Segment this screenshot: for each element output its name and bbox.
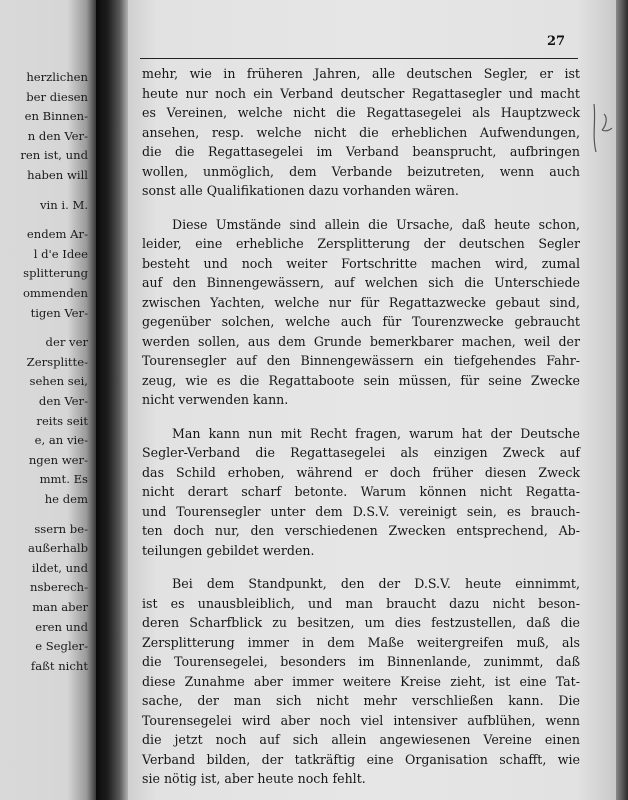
left-page-line: nsberech-	[30, 580, 88, 595]
left-page	[0, 0, 96, 800]
left-page-line: sehen sei,	[29, 374, 88, 389]
left-page-line: he dem	[44, 492, 88, 506]
left-page-line: ber diesen	[26, 89, 88, 104]
paragraph-line: zwischen Yachten, welche nur für Regattazwecke gebaut sind,	[142, 294, 580, 310]
paragraph-line: besteht und noch weiter Fortschritte machen wird, zumal	[142, 255, 580, 271]
left-page-line: splitterung	[23, 266, 88, 281]
left-page-line: ommenden	[22, 286, 88, 300]
paragraph-line: die die Regattasegelei im Verband beansprucht, aufbringen	[142, 144, 580, 159]
paragraph-line: mehr, wie in früheren Jahren, alle deutschen Segler, er ist	[142, 66, 580, 81]
paragraph-line: Segler-Verband die Regattasegelei als einzigen Zweck auf	[142, 445, 580, 460]
paragraph-line: die jetzt noch auf sich allein angewiesenen Vereine einen	[142, 732, 580, 747]
left-page-line: eren und	[35, 619, 88, 634]
left-page-line: den Ver-	[38, 394, 88, 408]
paragraph-line: Bei dem Standpunkt, den der D.S.V. heute einnimmt,	[172, 576, 580, 591]
left-page-line: mmt. Es	[39, 472, 88, 487]
paragraph-line: Tourensegelei wird aber noch viel intensiver aufblühen, wenn	[142, 712, 580, 728]
paragraph-line: Diese Umstände sind allein die Ursache, daß heute schon,	[172, 216, 580, 232]
paragraph-line: Man kann nun mit Recht fragen, warum hat der Deutsche	[172, 425, 580, 441]
left-page-line: endem Ar-	[26, 227, 88, 242]
left-page-line: en Binnen-	[24, 109, 88, 124]
paragraph-line: Verband bilden, der tatkräftig eine Organisation schafft, wie	[142, 751, 580, 767]
paragraph-line: Tourensegler auf den Binnengewässern ein tiefgehendes Fahr-	[142, 353, 580, 368]
paragraph-line: die Tourensegelei, besonders im Binnenlande, zunimmt, daß	[142, 654, 580, 669]
paragraph-line: und Tourensegler unter dem D.S.V. vereinigt sein, es brauch-	[142, 503, 580, 519]
book-gutter	[96, 0, 130, 800]
paragraph-line: leider, eine erhebliche Zersplitterung der deutschen Segler	[142, 236, 580, 251]
paragraph-line: diese Zunahme aber immer weitere Kreise zieht, ist eine Tat-	[142, 673, 580, 689]
paragraph-line: nicht derart scharf betonte. Warum können nicht Regatta-	[142, 484, 580, 499]
left-page-line: reits seit	[36, 413, 88, 428]
left-page-line: e, an vie-	[34, 433, 88, 448]
pencil-annotation-mark	[590, 100, 618, 160]
paragraph-line: ten doch nur, den verschiedenen Zwecken entsprechend, Ab-	[142, 523, 580, 538]
paragraph-line: ist es unausbleiblich, und man braucht dazu nicht beson-	[142, 595, 580, 611]
paragraph-line: ansehen, resp. welche nicht die erheblichen Aufwendungen,	[142, 124, 580, 140]
left-page-line: n den Ver-	[27, 128, 88, 143]
left-page-line: Zersplitte-	[26, 354, 88, 369]
left-page-line: tigen Ver-	[30, 305, 88, 320]
paragraph-line: deren Scharfblick zu besitzen, um dies festzustellen, daß die	[142, 615, 580, 630]
paragraph-line: das Schild erhoben, während er doch früher diesen Zweck	[142, 464, 580, 480]
paragraph-line: zeug, wie es die Regattaboote sein müssen, für seine Zwecke	[142, 372, 580, 388]
paragraph-line: es Vereinen, welche nicht die Regattasegelei als Hauptzweck	[142, 105, 580, 120]
left-page-line: ren ist, und	[20, 148, 88, 163]
left-page-line: e Segler-	[35, 639, 88, 654]
paragraph-line: auf den Binnengewässern, auf welchen sich die Unterschiede	[142, 275, 580, 290]
paragraph-line: teilungen gebildet werden.	[142, 542, 315, 558]
page-number: 27	[547, 34, 566, 49]
paragraph-line: gegenüber solchen, welche auch für Tourenzwecke gebraucht	[142, 314, 580, 329]
paragraph-line: sie nötig ist, aber heute noch fehlt.	[142, 771, 366, 786]
left-page-line: der ver	[45, 335, 88, 350]
paragraph-line: wollen, unmöglich, dem Verbande beizutreten, wenn auch	[142, 163, 580, 179]
left-page-line: l d'e Idee	[33, 246, 88, 261]
left-page-line: haben will	[27, 168, 88, 182]
left-page-line: außerhalb	[27, 541, 88, 556]
left-page-line: herzlichen	[26, 70, 88, 84]
left-page-line: ildet, und	[31, 560, 88, 575]
paragraph-line: heute nur noch ein Verband deutscher Regattasegler und macht	[142, 85, 580, 101]
paragraph-line: Zersplitterung immer in dem Maße weitergreifen muß, als	[142, 634, 580, 650]
paragraph-line: werden sollen, aus dem Grunde bemerkbarer machen, weil der	[142, 333, 580, 349]
paragraph-line: sonst alle Qualifikationen dazu vorhanden wären.	[142, 183, 459, 198]
paragraph-line: sache, der man sich nicht mehr verschließen kann. Die	[142, 693, 580, 708]
left-page-line: man aber	[32, 600, 88, 614]
paragraph-line: nicht verwenden kann.	[142, 392, 289, 407]
header-rule	[140, 58, 578, 59]
left-page-line: faßt nicht	[30, 658, 88, 673]
left-page-line: ssern be-	[34, 521, 88, 536]
left-page-line: vin i. M.	[39, 197, 88, 212]
left-page-line: ngen wer-	[28, 452, 88, 467]
